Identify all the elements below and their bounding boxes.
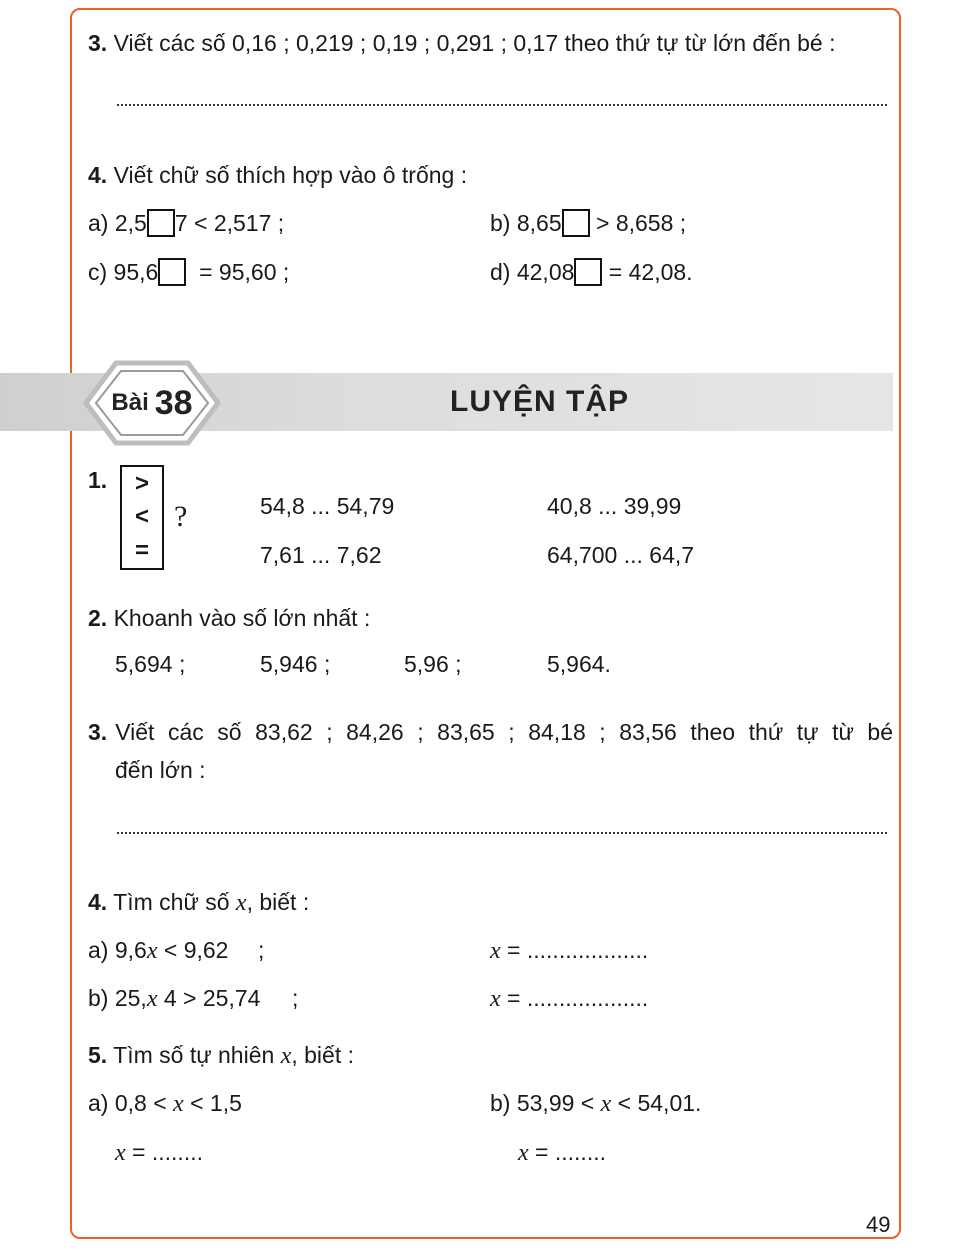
compare-item[interactable]: 54,8 ... 54,79 (260, 493, 395, 519)
ex5-answer-a[interactable]: x = ........ (115, 1139, 203, 1166)
exercise-5: 5. Tìm số tự nhiên x, biết : (88, 1042, 354, 1069)
choice-value[interactable]: 5,964. (547, 651, 611, 677)
lesson-number: Bài 38 (111, 383, 193, 422)
ex1-number: 1. (88, 467, 108, 493)
choice-value[interactable]: 5,694 ; (115, 651, 186, 677)
exercise-3-top: 3. Viết các số 0,16 ; 0,219 ; 0,19 ; 0,291 ; 0,17 theo thứ tự từ lớn đến bé : (88, 30, 836, 56)
digit-box[interactable] (158, 258, 186, 286)
choice-value[interactable]: 5,946 ; (260, 651, 331, 677)
exercise-3-line1: 3. Viết các số 83,62 ; 84,26 ; 83,65 ; 84,18 ; 83,56 theo thứ tự từ bé (88, 719, 893, 745)
sign-greater: > (134, 469, 149, 497)
answer-line-bottom[interactable] (117, 832, 887, 834)
compare-item[interactable]: 40,8 ... 39,99 (547, 493, 682, 519)
exercise-4-bottom: 4. Tìm chữ số x, biết : (88, 889, 310, 916)
ex4b-item-a: a) 9,6x < 9,62 (88, 937, 229, 964)
ex4-item-b: b) 8,65 > 8,658 ; (490, 210, 687, 236)
ex5-item-a: a) 0,8 < x < 1,5 (88, 1090, 242, 1117)
ex4b-item-b: b) 25,x 4 > 25,74 (88, 985, 261, 1012)
sign-equal: = (134, 537, 149, 565)
compare-item[interactable]: 64,700 ... 64,7 (547, 542, 695, 568)
answer-line-top[interactable] (117, 104, 887, 106)
ex5-item-b: b) 53,99 < x < 54,01. (490, 1090, 702, 1117)
semicolon: ; (292, 985, 299, 1011)
digit-box[interactable] (147, 209, 175, 237)
comparison-signs-box (120, 465, 164, 570)
exercise-3-line2: đến lớn : (115, 757, 206, 783)
page-number: 49 (866, 1212, 891, 1237)
ex4b-answer-a[interactable]: x = ................... (490, 937, 649, 964)
compare-item[interactable]: 7,61 ... 7,62 (260, 542, 382, 568)
ex4-item-c: c) 95,6 = 95,60 ; (88, 259, 290, 285)
ex4-item-a: a) 2,5 7 < 2,517 ; (88, 210, 285, 236)
digit-box[interactable] (562, 209, 590, 237)
semicolon: ; (258, 937, 265, 963)
ex4-item-d: d) 42,08 = 42,08. (490, 259, 693, 285)
choice-value[interactable]: 5,96 ; (404, 651, 462, 677)
exercise-2: 2. Khoanh vào số lớn nhất : (88, 605, 371, 631)
exercise-4-top: 4. Viết chữ số thích hợp vào ô trống : (88, 162, 468, 188)
lesson-title: LUYỆN TẬP (450, 385, 630, 418)
sign-less: < (134, 503, 149, 531)
ex5-answer-b[interactable]: x = ........ (518, 1139, 606, 1166)
question-mark: ? (174, 500, 188, 533)
digit-box[interactable] (574, 258, 602, 286)
ex4b-answer-b[interactable]: x = ................... (490, 985, 649, 1012)
